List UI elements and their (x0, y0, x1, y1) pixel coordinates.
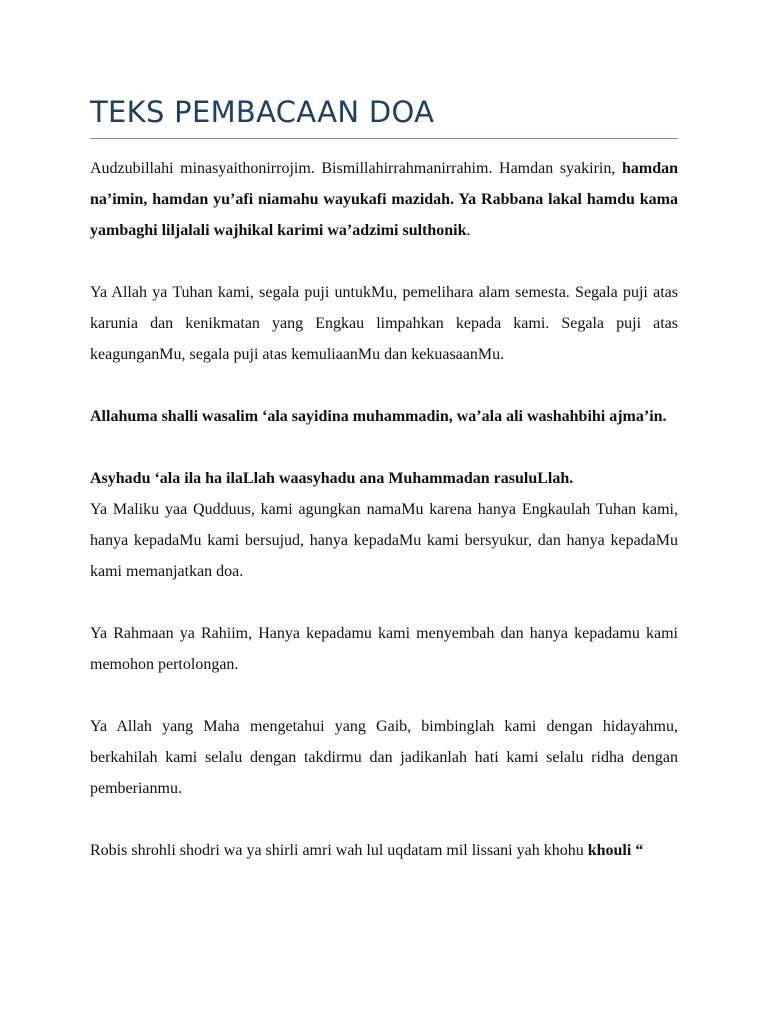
paragraph-opening (90, 153, 678, 246)
paragraph-gaib: Ya Allah yang Maha mengetahui yang Gaib, bimbinglah kami dengan hidayahmu, berkahilah kami selalu dengan takdirmu dan jadikanlah hati kami selalu ridha dengan pemberianmu. (90, 718, 678, 797)
paragraph-rahmaan: Ya Rahmaan ya Rahiim, Hanya kepadamu kami menyembah dan hanya kepadamu kami memohon pertolongan. (90, 625, 678, 673)
paragraph-praise: Ya Allah ya Tuhan kami, segala puji untukMu, pemelihara alam semesta. Segala puji atas karunia dan kenikmatan yang Engkau limpahkan kepada kami. Segala puji atas keagunganMu, segala puji atas kemuliaanMu dan kekuasaanMu. (90, 284, 678, 363)
paragraph-robis-normal: Robis shrohli shodri wa ya shirli amri wah lul uqdatam mil lissani yah khohu (90, 842, 584, 859)
document-title: TEKS PEMBACAAN DOA (90, 95, 435, 129)
paragraph-opening-bold: hamdan na’imin, hamdan yu’afi niamahu wayukafi mazidah. Ya Rabbana lakal hamdu kama yambaghi liljalali wajhikal karimi wa’adzimi sulthonik (90, 160, 678, 239)
paragraph-opening-normal: Audzubillahi minasyaithonirrojim. Bismillahirrahmanirrahim. Hamdan syakirin, (90, 160, 616, 177)
document-body (90, 153, 678, 866)
paragraph-shalawat: Allahuma shalli wasalim ‘ala sayidina muhammadin, wa’ala ali washahbihi ajma’in. (90, 408, 667, 425)
paragraph-maliku: Ya Maliku yaa Qudduus, kami agungkan namaMu karena hanya Engkaulah Tuhan kami, hanya kepadaMu kami bersujud, hanya kepadaMu kami bersyukur, dan hanya kepadaMu kami memanjatkan doa. (90, 501, 678, 580)
title-underline (90, 138, 678, 139)
paragraph-robis (90, 835, 678, 866)
paragraph-robis-bold: khouli “ (587, 842, 644, 859)
paragraph-opening-tail: . (466, 222, 471, 239)
paragraph-syahadat: Asyhadu ‘ala ila ha ilaLlah waasyhadu ana Muhammadan rasuluLlah. (90, 470, 574, 487)
